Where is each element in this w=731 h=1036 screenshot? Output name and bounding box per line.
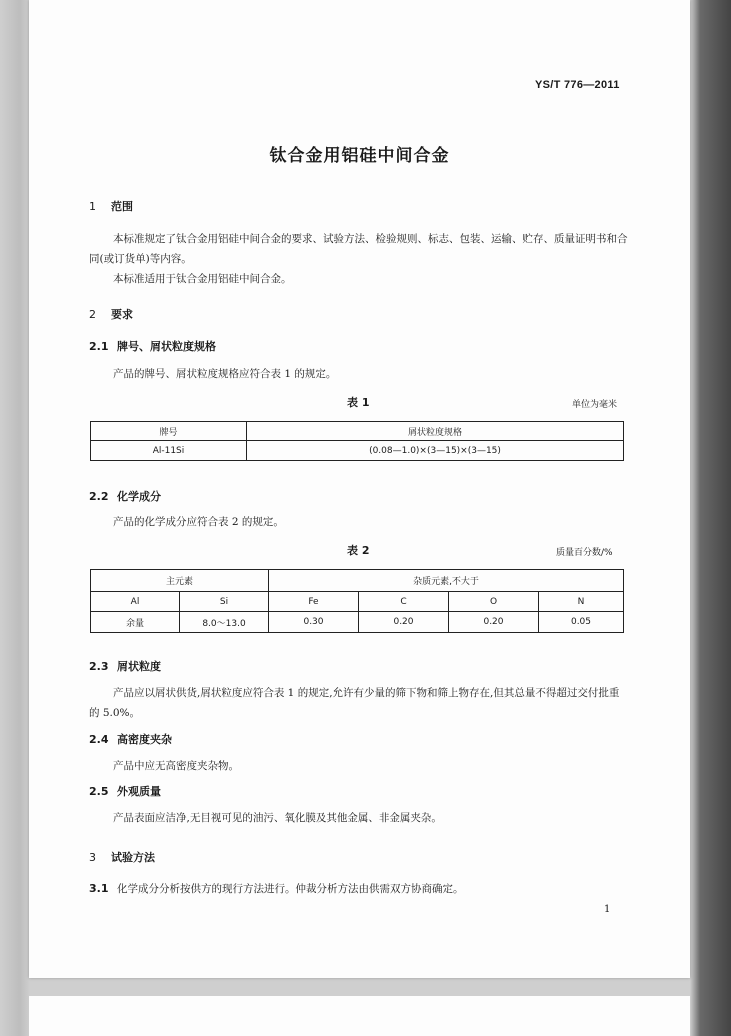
table-row	[91, 612, 624, 633]
section-number: 3.1	[89, 882, 109, 895]
section-title: 试验方法	[111, 851, 155, 864]
next-page	[29, 996, 690, 1036]
table-header-row	[91, 592, 624, 612]
section-title: 高密度夹杂	[117, 733, 172, 746]
table-1-unit: 单位为毫米	[572, 400, 618, 410]
section-number: 2	[89, 308, 96, 321]
document-title: 钛合金用铝硅中间合金	[269, 146, 450, 166]
table-header-cell: Fe	[269, 592, 359, 612]
table-header-cell: 屑状粒度规格	[247, 422, 624, 441]
section-title: 牌号、屑状粒度规格	[117, 340, 216, 353]
table-1-caption: 表 1	[347, 396, 370, 409]
section-2-3-paragraph: 产品应以屑状供货,屑状粒度应符合表 1 的规定,允许有少量的筛下物和筛上物存在,但其总量不得超过交付批重的 5.0%。	[89, 687, 620, 719]
table-cell: 0.20	[449, 612, 539, 633]
table-2	[90, 569, 624, 633]
section-2-1-heading	[89, 338, 216, 354]
table-2-unit: 质量百分数/%	[556, 548, 613, 558]
section-1-paragraph-1: 本标准规定了钛合金用铝硅中间合金的要求、试验方法、检验规则、标志、包装、运输、贮存、质量证明书和合同(或订货单)等内容。	[89, 233, 628, 265]
section-title: 屑状粒度	[117, 660, 161, 673]
table-group-header-row	[91, 570, 624, 592]
section-number: 1	[89, 200, 96, 213]
section-2-3-heading	[89, 658, 161, 674]
section-2-5-paragraph: 产品表面应洁净,无目视可见的油污、氧化膜及其他金属、非金属夹杂。	[113, 812, 442, 824]
section-text: 化学成分分析按供方的现行方法进行。仲裁分析方法由供需双方协商确定。	[117, 883, 464, 895]
table-row	[91, 441, 624, 461]
section-2-2-paragraph: 产品的化学成分应符合表 2 的规定。	[113, 516, 284, 528]
section-2-2-heading	[89, 488, 161, 504]
table-header-cell: N	[539, 592, 624, 612]
section-2-1-paragraph: 产品的牌号、屑状粒度规格应符合表 1 的规定。	[113, 368, 337, 380]
section-2-4-paragraph: 产品中应无高密度夹杂物。	[113, 760, 239, 772]
section-2-5-heading	[89, 783, 161, 799]
section-1-heading	[89, 198, 133, 214]
standard-code: YS/T 776—2011	[535, 79, 620, 91]
table-group-header-cell: 杂质元素,不大于	[269, 570, 624, 592]
section-number: 2.1	[89, 340, 109, 353]
table-header-row	[91, 422, 624, 441]
table-cell: 余量	[91, 612, 180, 633]
section-number: 2.2	[89, 490, 109, 503]
table-group-header-cell: 主元素	[91, 570, 269, 592]
table-header-cell: C	[359, 592, 449, 612]
section-number: 2.5	[89, 785, 109, 798]
section-2-4-heading	[89, 731, 172, 747]
section-2-heading	[89, 306, 133, 322]
table-header-cell: Si	[180, 592, 269, 612]
table-cell: (0.08—1.0)×(3—15)×(3—15)	[247, 441, 624, 461]
section-number: 2.3	[89, 660, 109, 673]
table-header-cell: O	[449, 592, 539, 612]
section-3-1-paragraph	[89, 879, 464, 899]
table-cell: 8.0～13.0	[180, 612, 269, 633]
section-title: 外观质量	[117, 785, 161, 798]
table-cell: Al-11Si	[91, 441, 247, 461]
table-cell: 0.20	[359, 612, 449, 633]
table-cell: 0.05	[539, 612, 624, 633]
table-cell: 0.30	[269, 612, 359, 633]
section-title: 化学成分	[117, 490, 161, 503]
table-header-cell: Al	[91, 592, 180, 612]
table-header-cell: 牌号	[91, 422, 247, 441]
section-3-heading	[89, 849, 155, 865]
page-number: 1	[604, 904, 611, 915]
section-number: 2.4	[89, 733, 109, 746]
section-1-paragraph-2: 本标准适用于钛合金用铝硅中间合金。	[113, 273, 292, 285]
section-title: 范围	[111, 200, 133, 213]
section-number: 3	[89, 851, 96, 864]
table-1	[90, 421, 624, 461]
document-page	[29, 0, 690, 978]
section-title: 要求	[111, 308, 133, 321]
table-2-caption: 表 2	[347, 544, 370, 557]
